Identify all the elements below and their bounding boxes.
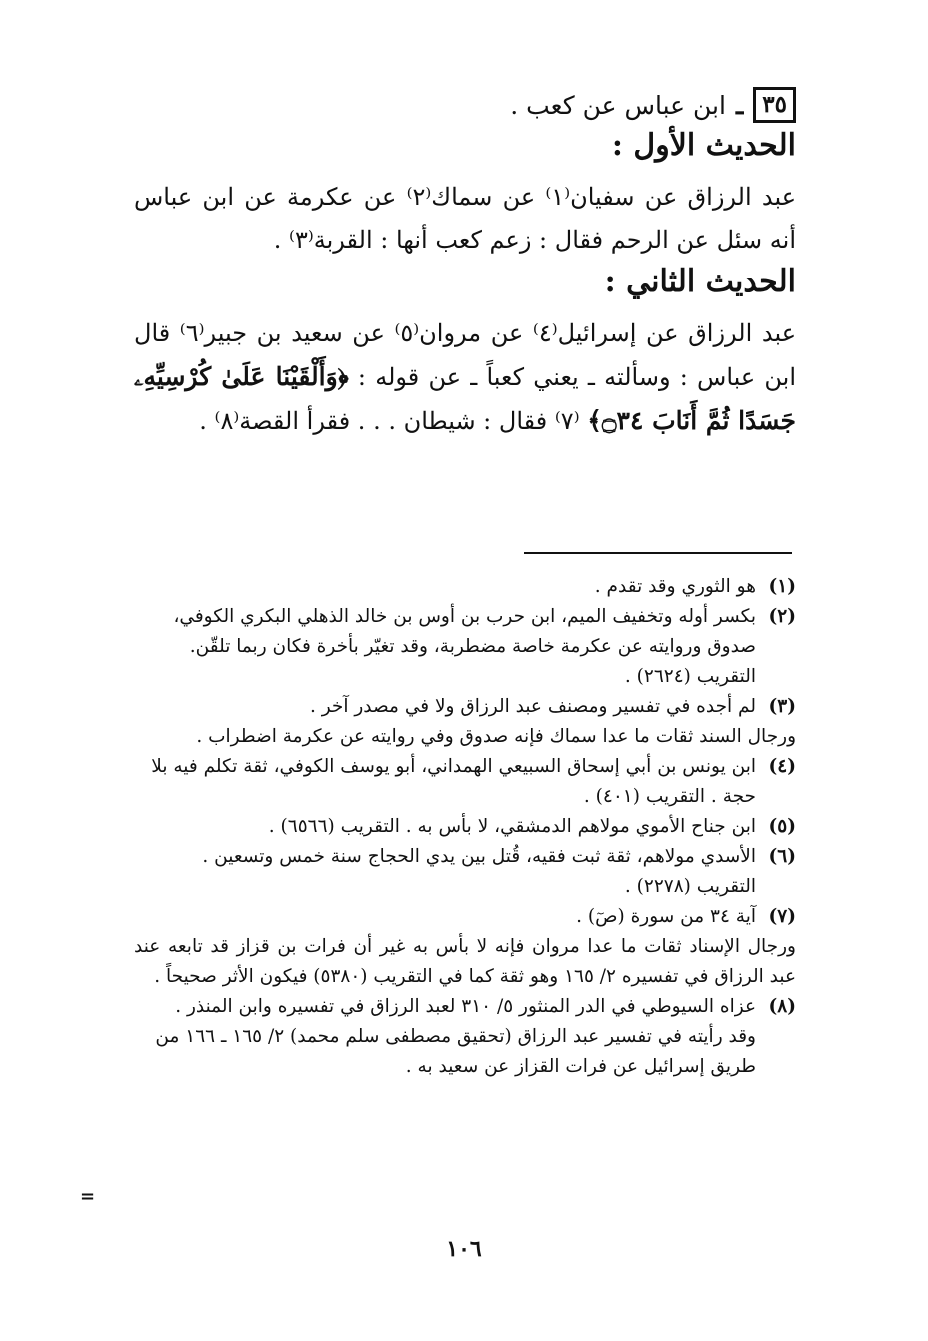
footnote-number: (٦) xyxy=(768,846,796,867)
footnote-line: صدوق وروايته عن عكرمة خاصة مضطربة، وقد تغيّر بأخرة فكان ربما تلقّن. xyxy=(189,636,756,657)
footnote-number: (٣) xyxy=(768,696,796,717)
footnote-number: (٥) xyxy=(768,816,796,837)
footnote-line: التقريب (٢٦٢٤) . xyxy=(624,666,756,687)
section-header xyxy=(134,84,796,126)
footnote-separator xyxy=(524,552,792,554)
hadith-2-text-before: عبد الرزاق عن إسرائيل⁽٤⁾ عن مروان⁽٥⁾ عن سعيد بن جبير⁽٦⁾ قال ابن عباس : وسألته ـ يعني كعباً ـ عن قوله : xyxy=(134,319,797,391)
footnote-6 xyxy=(134,842,796,902)
main-text xyxy=(134,84,796,443)
hadith-1-text: عبد الرزاق عن سفيان⁽١⁾ عن سماك⁽٢⁾ عن عكرمة عن ابن عباس أنه سئل عن الرحم فقال : زعم كعب أنها : القربة⁽٣⁾ . xyxy=(134,183,797,254)
quran-verse: ﴿وَأَلْقَيْنَا عَلَىٰ كُرْسِيِّهِۦ جَسَدًا ثُمَّ أَنَابَ ۝٣٤﴾ xyxy=(134,362,796,435)
footnote-3-note: ورجال السند ثقات ما عدا سماك فإنه صدوق وفي روايته عن عكرمة اضطراب . xyxy=(196,726,796,747)
footnote-line: آية ٣٤ من سورة (صٓ) . xyxy=(576,906,756,927)
footnote-line: عزاه السيوطي في الدر المنثور ٥/ ٣١٠ لعبد الرزاق في تفسيره وابن المنذر . xyxy=(175,996,756,1017)
footnote-number: (٨) xyxy=(768,996,796,1017)
footnote-line: حجة . التقريب (٤٠١) . xyxy=(583,786,756,807)
footnote-number: (١) xyxy=(768,576,796,597)
footnote-3 xyxy=(134,692,796,722)
footnote-5 xyxy=(134,812,796,842)
hadith-2-heading: الحديث الثاني : xyxy=(604,264,796,299)
footnote-7-note: ورجال الإسناد ثقات ما عدا مروان فإنه لا بأس به غير أن فرات بن قزاز قد تابعه عند عبد الرزاق في تفسيره ٢/ ١٦٥ وهو ثقة كما في التقريب (٥٣٨٠) فيكون الأثر صحيحاً . xyxy=(134,936,796,987)
footnote-text xyxy=(134,752,756,812)
footnote-7 xyxy=(134,902,796,932)
footnote-number: (٧) xyxy=(768,906,796,927)
footnote-line: طريق إسرائيل عن فرات القزاز عن سعيد به . xyxy=(405,1056,756,1077)
footnote-text xyxy=(134,602,756,692)
section-number-box: ٣٥ xyxy=(753,87,796,123)
footnote-number: (٢) xyxy=(768,606,796,627)
footnote-text xyxy=(134,902,756,932)
footnote-text xyxy=(134,692,756,722)
footnote-line: ابن جناح الأموي مولاهم الدمشقي، لا بأس به . التقريب (٦٥٦٦) . xyxy=(268,816,756,837)
footnotes xyxy=(134,572,796,1082)
footnote-number: (٤) xyxy=(768,756,796,777)
continuation-mark: = xyxy=(80,1186,96,1207)
hadith-1-heading: الحديث الأول : xyxy=(611,128,796,163)
hadith-2-text-after: ⁽٧⁾ فقال : شيطان . . . فقرأ القصة⁽٨⁾ . xyxy=(199,407,580,435)
section-title: ابن عباس عن كعب . xyxy=(510,90,726,120)
footnote-2 xyxy=(134,602,796,692)
footnote-8 xyxy=(134,992,796,1082)
footnote-text xyxy=(134,572,756,602)
footnote-line: لم أجده في تفسير ومصنف عبد الرزاق ولا في مصدر آخر . xyxy=(309,696,756,717)
footnote-line: ابن يونس بن أبي إسحاق السبيعي الهمداني، أبو يوسف الكوفي، ثقة تكلم فيه بلا xyxy=(151,756,756,777)
footnote-1 xyxy=(134,572,796,602)
footnote-4 xyxy=(134,752,796,812)
footnote-line: وقد رأيته في تفسير عبد الرزاق (تحقيق مصطفى سلم محمد) ٢/ ١٦٥ ـ ١٦٦ من xyxy=(155,1026,756,1047)
footnote-text xyxy=(134,842,756,902)
footnote-text xyxy=(134,812,756,842)
footnote-line: الأسدي مولاهم، ثقة ثبت فقيه، قُتل بين يدي الحجاج سنة خمس وتسعين . xyxy=(202,846,756,867)
page-number: ١٠٦ xyxy=(446,1236,482,1262)
footnote-line: بكسر أوله وتخفيف الميم، ابن حرب بن أوس بن خالد الذهلي البكري الكوفي، xyxy=(173,606,756,627)
footnote-line: التقريب (٢٢٧٨) . xyxy=(624,876,756,897)
footnote-line: هو الثوري وقد تقدم . xyxy=(594,576,756,597)
footnote-text xyxy=(134,992,756,1082)
hadith-2-text xyxy=(134,312,796,443)
section-dash: ـ xyxy=(735,90,744,120)
